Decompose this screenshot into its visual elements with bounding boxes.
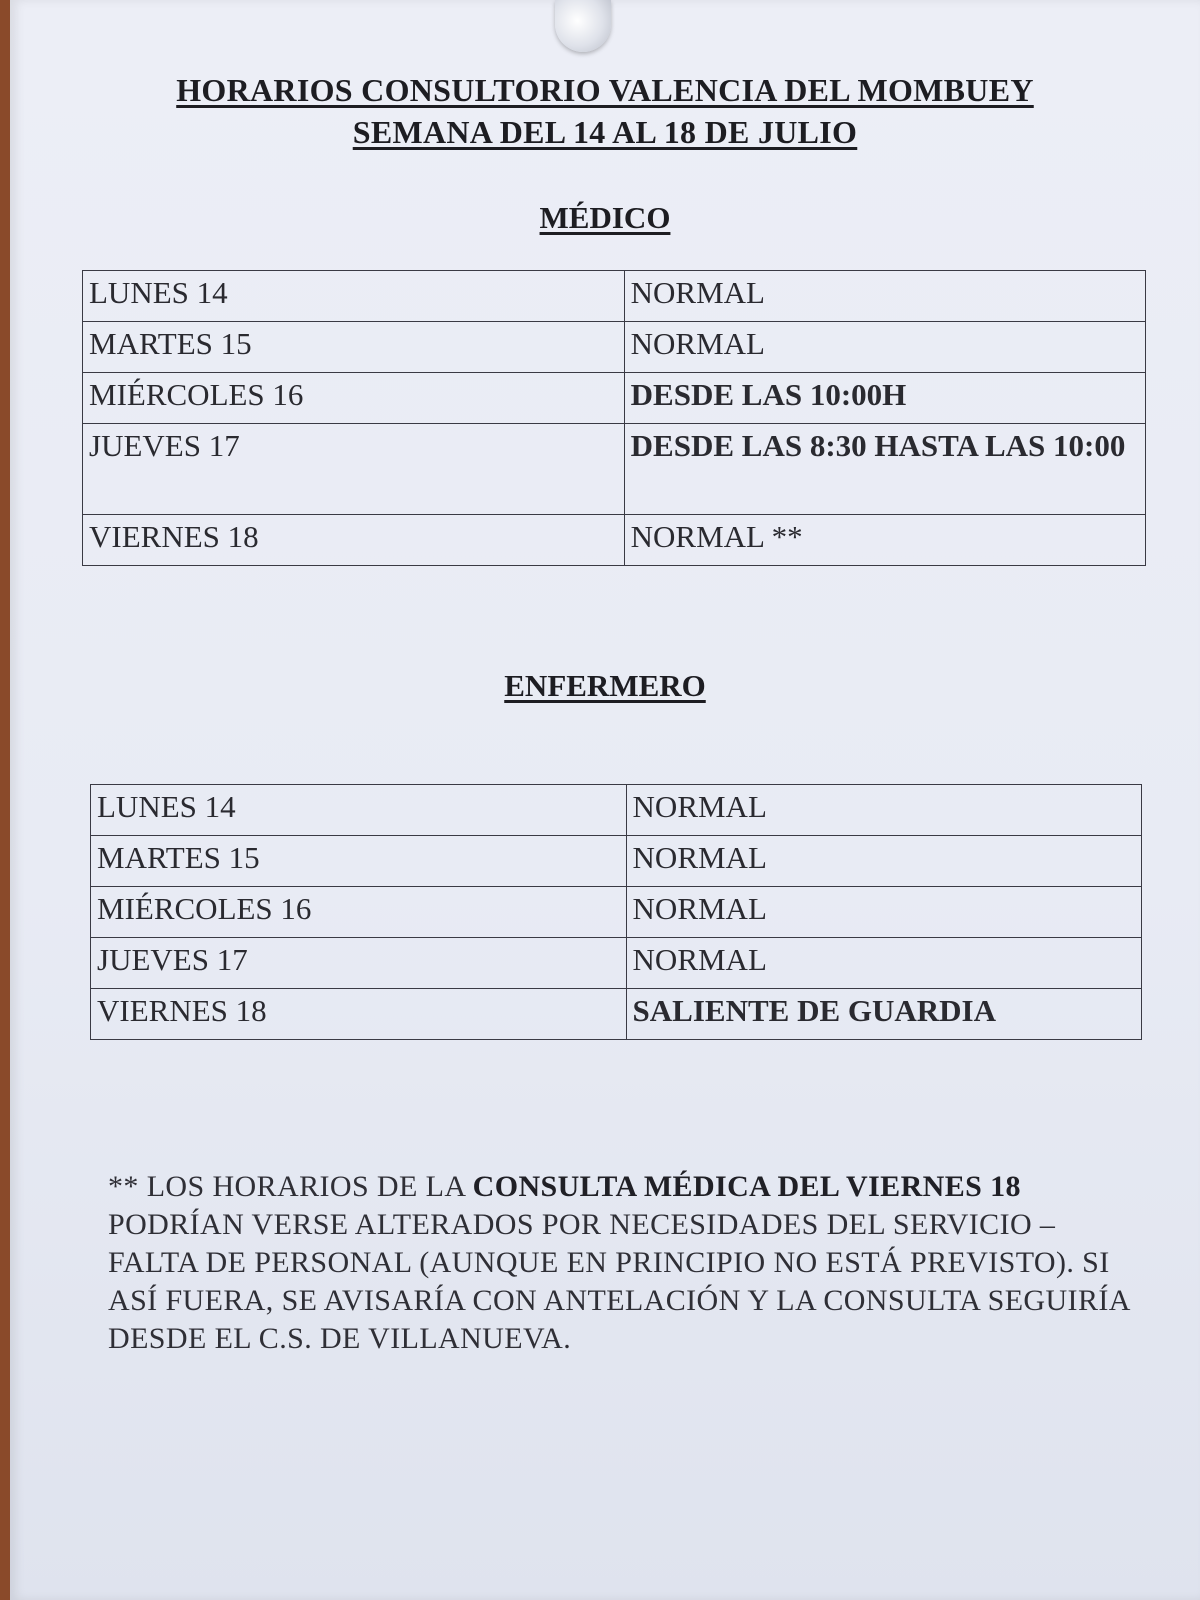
table-row: [91, 887, 1142, 938]
footnote: [108, 1168, 1148, 1358]
day-cell: JUEVES 17: [83, 424, 625, 515]
schedule-cell: NORMAL: [624, 322, 1145, 373]
enfermero-heading: ENFERMERO: [504, 668, 706, 703]
schedule-cell: NORMAL: [626, 785, 1141, 836]
schedule-cell: NORMAL: [626, 887, 1141, 938]
day-cell: MARTES 15: [91, 836, 627, 887]
day-cell: VIERNES 18: [91, 989, 627, 1040]
day-cell: LUNES 14: [83, 271, 625, 322]
schedule-cell: DESDE LAS 8:30 HASTA LAS 10:00: [624, 424, 1145, 515]
footnote-bold-text: CONSULTA MÉDICA DEL VIERNES 18: [472, 1170, 1021, 1203]
schedule-cell: SALIENTE DE GUARDIA: [626, 989, 1141, 1040]
footnote-text-end: PODRÍAN VERSE ALTERADOS POR NECESIDADES DEL SERVICIO – FALTA DE PERSONAL (AUNQUE EN PRINCIPIO NO ESTÁ PREVISTO). SI ASÍ FUERA, SE AVISARÍA CON ANTELACIÓN Y LA CONSULTA SEGUIRÍA DESDE EL C.S. DE VILLANUEVA.: [108, 1208, 1130, 1355]
day-cell: MIÉRCOLES 16: [91, 887, 627, 938]
day-cell: VIERNES 18: [83, 515, 625, 566]
enfermero-schedule-table: [90, 784, 1142, 1040]
schedule-cell: NORMAL: [626, 938, 1141, 989]
footnote-text-start: ** LOS HORARIOS DE LA: [108, 1170, 473, 1203]
schedule-cell: NORMAL **: [624, 515, 1145, 566]
table-row: [83, 322, 1146, 373]
day-cell: MIÉRCOLES 16: [83, 373, 625, 424]
page-title: HORARIOS CONSULTORIO VALENCIA DEL MOMBUEY: [176, 72, 1034, 108]
day-cell: JUEVES 17: [91, 938, 627, 989]
page-subtitle: SEMANA DEL 14 AL 18 DE JULIO: [352, 114, 858, 150]
schedule-cell: NORMAL: [624, 271, 1145, 322]
table-row: [83, 271, 1146, 322]
table-row: [91, 938, 1142, 989]
table-row: [91, 785, 1142, 836]
day-cell: MARTES 15: [83, 322, 625, 373]
table-row: [83, 424, 1146, 515]
medico-schedule-table: [82, 270, 1146, 566]
schedule-cell: NORMAL: [626, 836, 1141, 887]
table-row: [91, 989, 1142, 1040]
table-row: [83, 515, 1146, 566]
pushpin-icon: [555, 0, 611, 52]
medico-heading: MÉDICO: [539, 200, 671, 235]
table-row: [83, 373, 1146, 424]
paper-sheet: [10, 0, 1200, 1600]
table-row: [91, 836, 1142, 887]
day-cell: LUNES 14: [91, 785, 627, 836]
schedule-cell: DESDE LAS 10:00H: [624, 373, 1145, 424]
